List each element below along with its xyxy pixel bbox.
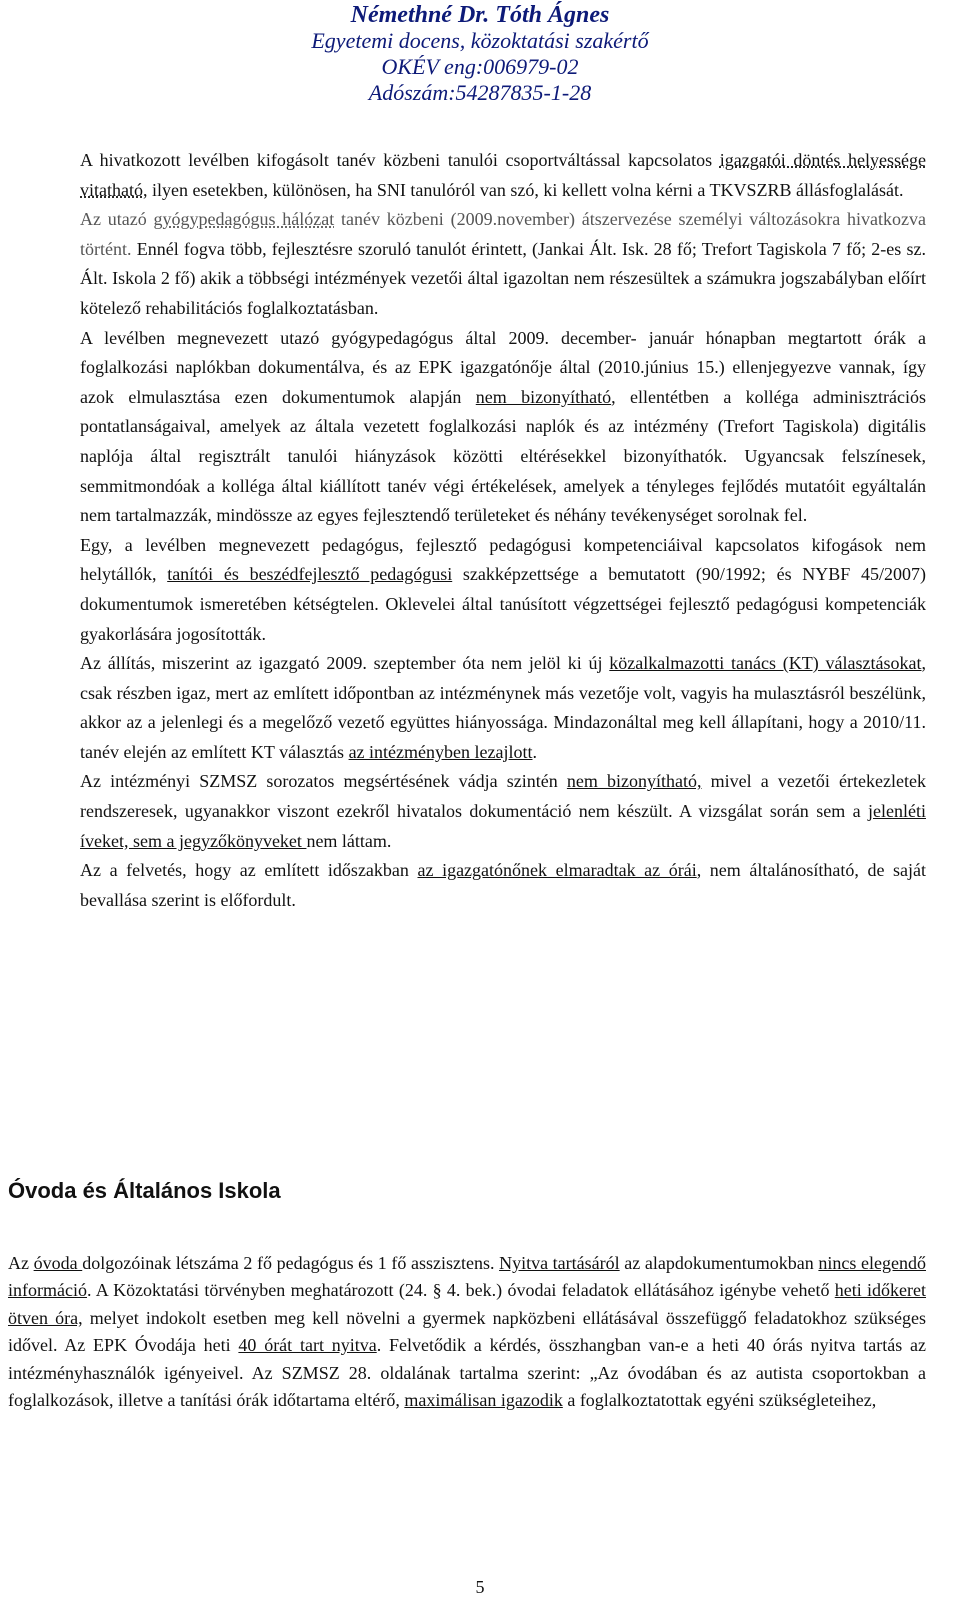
- tax-number: Adószám:54287835-1-28: [368, 80, 592, 105]
- paragraph-director-lessons: Az a felvetés, hogy az említett időszakban az igazgatónőnek elmaradtak az órái, nem általánosítható, de saját bevallása szerint is előfordult.: [80, 860, 927, 910]
- main-text: [80, 146, 926, 915]
- paragraph-competence: Egy, a levélben megnevezett pedagógus, fejlesztő pedagógusi kompetenciáival kapcsolatos kifogások nem helytállók, tanítói és beszédfejlesztő pedagógusi szakképzettsége a bemutatott (90/1992; és NYBF 45/2007) dokumentumok ismeretében kétségtelen. Oklevelei által tanúsított végzettségei fejlesztő pedagógusi kompetenciák gyakorlására jogosították.: [80, 534, 926, 644]
- letterhead: [0, 2, 960, 106]
- underlined-phrase: az intézményben lezajlott: [348, 741, 533, 762]
- underlined-phrase: Nyitva tartásáról: [499, 1253, 620, 1273]
- author-title: Egyetemi docens, közoktatási szakértő: [311, 28, 649, 53]
- underlined-phrase: gyógypedagógus hálózat: [153, 209, 335, 230]
- underlined-phrase: az igazgatónőnek elmaradtak az órái: [417, 860, 697, 881]
- section-heading: Óvoda és Általános Iskola: [8, 1178, 281, 1203]
- paragraph-teacher-hours: A levélben megnevezett utazó gyógypedagógus által 2009. december- január hónapban megtartott órák a foglalkozási naplókban dokumentálva, és az EPK igazgatónője által (2010.június 15.) ellenjegyezve vannak, így azok elmulasztása ezen dokumentumok alapján nem bizonyítható, ellentétben a kolléga adminisztrációs pontatlanságaival, amelyek az általa vezetett foglalkozási naplók és az intézmény (Trefort Tagiskola) digitális naplója által regisztrált tanulói hiányzások közötti eltérésekkel bizonyíthatók. Ugyancsak felszínesek, semmitmondóak a kolléga által kiállított tanév végi értékelések, amelyek a tényleges fejlődés mutatóit egyáltalán nem tartalmazzák, mindössze az egyes fejlesztendő területeket és néhány tevékenységet sorolnak fel.: [80, 327, 926, 526]
- underlined-phrase: óvoda: [33, 1253, 83, 1273]
- paragraph-group-change: A hivatkozott levélben kifogásolt tanév közbeni tanulói csoportváltással kapcsolatos igazgatói döntés helyessége vitatható, ilyen esetekben, különösen, ha SNI tanulóról van szó, ki kellett volna kérni a TKVSZRB állásfoglalását.: [80, 150, 926, 200]
- underlined-phrase: nem bizonyítható: [475, 386, 612, 407]
- author-name: Némethné Dr. Tóth Ágnes: [350, 2, 610, 28]
- paragraph-szmsz: Az intézményi SZMSZ sorozatos megsértésének vádja szintén nem bizonyítható, mivel a vezetői értekezletek rendszeresek, ugyanakkor viszont ezekről hivatalos dokumentáció nem készült. A vizsgálat során sem a jelenléti íveket, sem a jegyzőkönyveket nem láttam.: [80, 771, 926, 851]
- underlined-phrase: igazgatói döntés helyessége vitatható: [80, 150, 926, 200]
- underlined-phrase: maximálisan igazodik: [404, 1390, 563, 1411]
- registration-number: OKÉV eng:006979-02: [381, 54, 579, 79]
- page-number: 5: [475, 1577, 485, 1597]
- underlined-phrase: heti időkeret ötven óra,: [8, 1280, 927, 1328]
- underlined-phrase: nincs elegendő információ: [8, 1253, 926, 1301]
- paragraph-kindergarten: Az óvoda dolgozóinak létszáma 2 fő pedagógus és 1 fő asszisztens. Nyitva tartásáról az alapdokumentumokban nincs elegendő információ. A Közoktatási törvényben meghatározott (24. § 4. bek.) óvodai feladatok ellátásához igénybe vehető heti időkeret ötven óra, melyet indokolt esetben meg kell növelni a gyermek napközbeni ellátásával összefüggő feladatokhoz szükséges idővel. Az EPK Óvodája heti 40 órát tart nyitva. Felvetődik a kérdés, összhangban van-e a heti 40 órás nyitva tartás az intézményhasználók igényeivel. Az SZMSZ 28. oldalának tartalma szerint: „Az óvodában és az autista csoportokban a foglalkozások, illetve a tanítási órák időtartama eltérő, maximálisan igazodik a foglalkoztatottak egyéni szükségleteihez,: [8, 1253, 927, 1411]
- underlined-phrase: közalkalmazotti tanács (KT) választásokat: [609, 653, 922, 674]
- paragraph-kt-elections: Az állítás, miszerint az igazgató 2009. szeptember óta nem jelöl ki új közalkalmazotti tanács (KT) választásokat, csak részben igaz, mert az említett időpontban az intézménynek más vezetője volt, vagyis ha mulasztásról beszélünk, akkor az a jelenlegi és a megelőző vezető együttes hiányossága. Mindazonáltal meg kell állapítani, hogy a 2010/11. tanév elején az említett KT választás az intézményben lezajlott.: [80, 653, 926, 762]
- underlined-phrase: nem bizonyítható,: [566, 771, 702, 792]
- paragraph-traveling-network: Az utazó gyógypedagógus hálózat tanév közbeni (2009.november) átszervezése személyi változásokra hivatkozva történt. Ennél fogva több, fejlesztésre szoruló tanulót érintett, (Jankai Ált. Isk. 28 fő; Trefort Tagiskola 7 fő; 2-es sz. Ált. Iskola 2 fő) akik a többségi intézmények vezetői által igazoltan nem részesültek a számukra jogszabályban előírt kötelező rehabilitációs foglalkoztatásban.: [80, 209, 926, 318]
- underlined-phrase: tanítói és beszédfejlesztő pedagógusi: [167, 564, 453, 585]
- underlined-phrase: jelenléti íveket, sem a jegyzőkönyveket: [80, 801, 926, 851]
- underlined-phrase: 40 órát tart nyitva: [238, 1335, 377, 1356]
- section-text: [8, 1250, 926, 1414]
